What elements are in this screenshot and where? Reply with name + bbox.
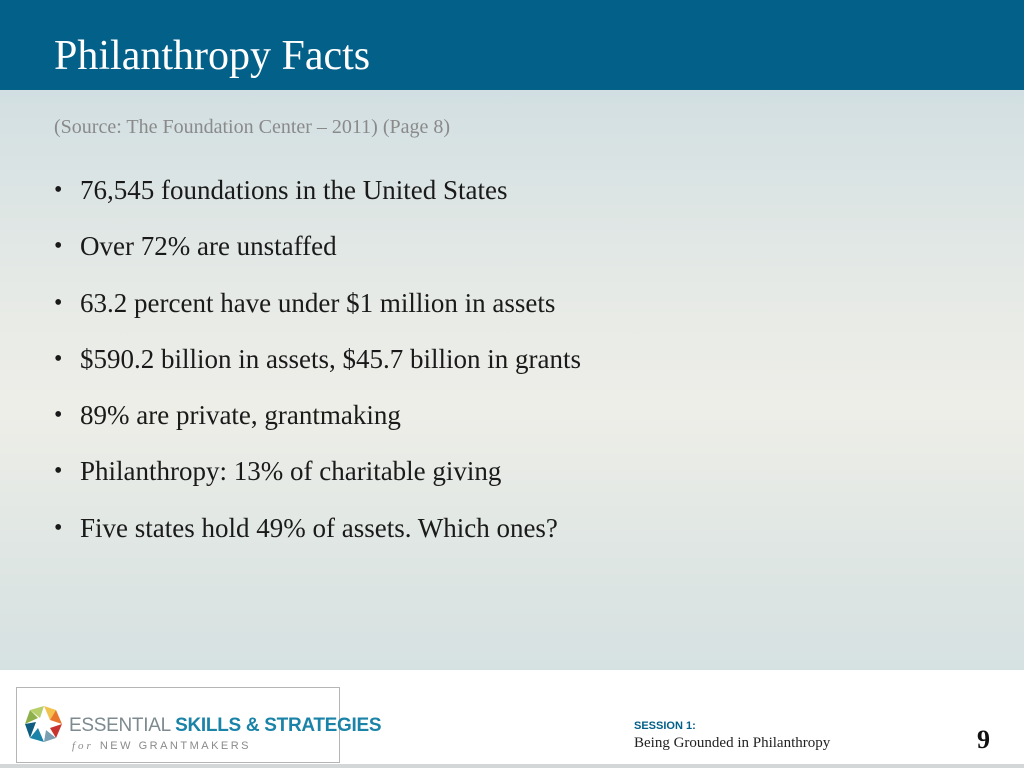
session-label: SESSION 1: [634,720,696,732]
slide-content [0,90,1024,670]
logo-text-essential: ESSENTIAL [69,715,176,736]
bullet-item: • 89% are private, grantmaking [54,387,581,443]
logo-text-skills: SKILLS & STRATEGIES [175,715,382,736]
footer-divider [0,764,1024,768]
bullet-item: • $590.2 billion in assets, $45.7 billion in grants [54,331,581,387]
bullet-item: • Over 72% are unstaffed [54,218,581,274]
session-title: Being Grounded in Philanthropy [634,735,831,751]
bullet-list [54,162,581,556]
bullet-item: • Philanthropy: 13% of charitable giving [54,443,581,499]
source-citation: (Source: The Foundation Center – 2011) (Page 8) [54,116,451,138]
logo-wordmark [69,715,381,737]
aperture-logo-icon [20,692,68,758]
logo-tagline-for: for [72,740,94,752]
bullet-item: • 63.2 percent have under $1 million in assets [54,275,581,331]
page-number: 9 [977,725,990,754]
logo-tagline [72,740,251,752]
logo-tagline-text: NEW GRANTMAKERS [99,740,252,752]
bullet-item: • 76,545 foundations in the United States [54,162,581,218]
slide-title: Philanthropy Facts [54,33,371,79]
footer [0,670,1024,768]
logo [16,687,382,763]
title-bar [0,0,1024,90]
bullet-item: • Five states hold 49% of assets. Which ones? [54,500,581,556]
